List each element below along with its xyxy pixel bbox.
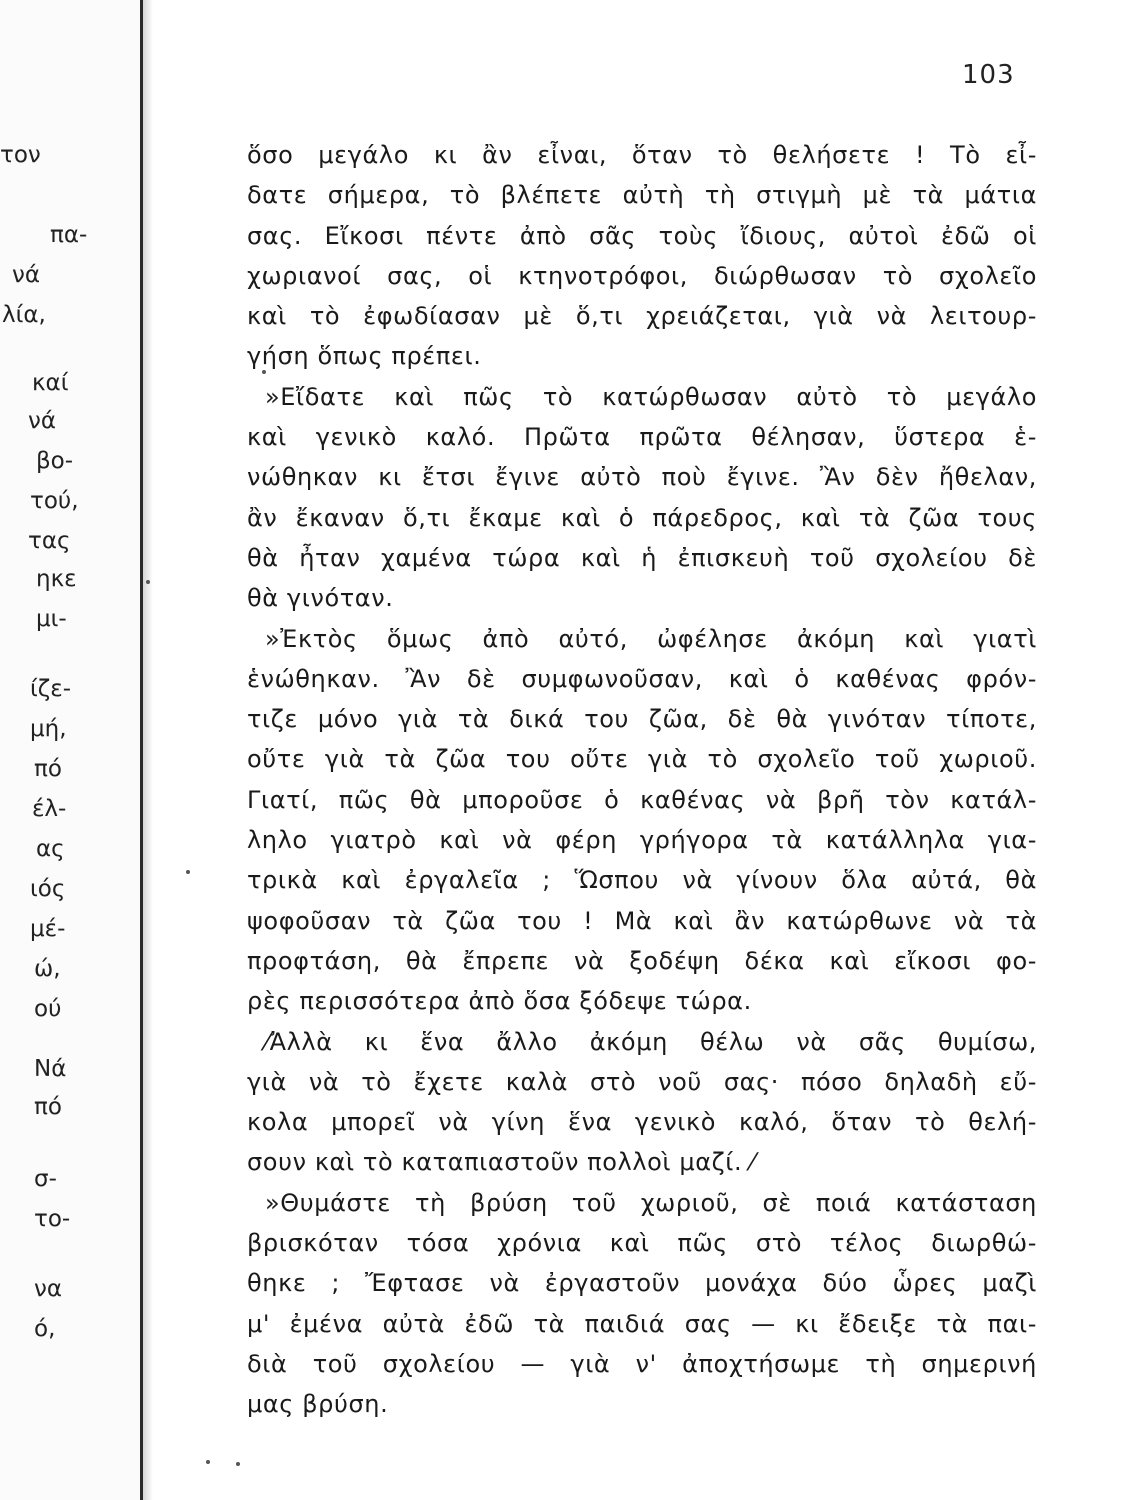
margin-fragment: ό, xyxy=(34,1316,56,1342)
margin-fragment: Νά xyxy=(34,1056,67,1082)
text-line: τιζε μόνο γιὰ τὰ δικά του ζῶα, δὲ θὰ γινόταν τίποτε, xyxy=(247,705,1037,734)
text-line: ὅσο μεγάλο κι ἂν εἶναι, ὅταν τὸ θελήσετε ! Τὸ εἶ- xyxy=(247,141,1037,169)
margin-fragment: ού xyxy=(34,996,62,1022)
paragraph xyxy=(247,619,1037,1022)
text-line: ληλο γιατρὸ καὶ νὰ φέρη γρήγορα τὰ κατάλληλα για- xyxy=(247,826,1037,855)
page-number: 103 xyxy=(962,60,1015,90)
margin-fragment: μέ- xyxy=(30,916,66,942)
margin-fragment: τού, xyxy=(30,488,79,514)
paragraph xyxy=(247,377,1037,619)
margin-fragment: ιός xyxy=(30,876,66,902)
text-line: θὰ γινόταν. xyxy=(247,584,394,613)
scan-speck xyxy=(206,1460,210,1464)
margin-fragment: μι- xyxy=(36,606,67,632)
margin-fragment: νά xyxy=(12,262,41,288)
previous-page-edge xyxy=(0,0,140,1500)
margin-fragment: μή, xyxy=(30,716,67,742)
margin-fragment: βο- xyxy=(36,448,74,474)
text-line: προφτάση, θὰ ἔπρεπε νὰ ξοδέψη δέκα καὶ εἴκοσι φο- xyxy=(247,946,1037,975)
margin-fragment: νά xyxy=(28,408,57,434)
text-line: μ' ἐμένα αὐτὰ ἐδῶ τὰ παιδιά σας — κι ἔδειξε τὰ παι- xyxy=(247,1309,1037,1338)
text-line: τρικὰ καὶ ἐργαλεῖα ; Ὥσπου νὰ γίνουν ὅλα αὐτά, θὰ xyxy=(247,866,1037,895)
scan-speck xyxy=(236,1462,240,1466)
paragraph xyxy=(247,1022,1037,1183)
text-line: καὶ τὸ ἐφωδίασαν μὲ ὅ,τι χρειάζεται, γιὰ νὰ λειτουρ- xyxy=(247,302,1037,331)
text-line: Γιατί, πῶς θὰ μποροῦσε ὁ καθένας νὰ βρῆ τὸν κατάλ- xyxy=(247,785,1037,814)
text-line: γήση ὅπως πρέπει. xyxy=(247,342,482,371)
margin-fragment: τον xyxy=(0,142,41,168)
text-line: »Εἴδατε καὶ πῶς τὸ κατώρθωσαν αὐτὸ τὸ μεγάλο xyxy=(265,382,1037,411)
text-line: ρὲς περισσότερα ἀπὸ ὅσα ξόδεψε τώρα. xyxy=(247,987,752,1016)
text-line: χωριανοί σας, οἱ κτηνοτρόφοι, διώρθωσαν τὸ σχολεῖο xyxy=(247,261,1037,290)
text-line: διὰ τοῦ σχολείου — γιὰ ν' ἀποχτήσωμε τὴ σημερινή xyxy=(247,1349,1037,1378)
margin-fragment: το- xyxy=(34,1206,71,1232)
text-line: ἑνώθηκαν. Ἂν δὲ συμφωνοῦσαν, καὶ ὁ καθένας φρόν- xyxy=(247,664,1037,693)
scan-speck xyxy=(186,870,190,874)
text-line: ἂν ἔκαναν ὅ,τι ἔκαμε καὶ ὁ πάρεδρος, καὶ τὰ ζῶα τους xyxy=(247,503,1037,532)
margin-fragment: σ- xyxy=(34,1166,57,1192)
text-line: δατε σήμερα, τὸ βλέπετε αὐτὴ τὴ στιγμὴ μὲ τὰ μάτια xyxy=(247,181,1037,210)
margin-fragment: πό xyxy=(34,1094,62,1120)
margin-fragment: ώ, xyxy=(34,956,61,982)
text-line: βρισκόταν τόσα χρόνια καὶ πῶς στὸ τέλος διωρθώ- xyxy=(247,1229,1037,1258)
margin-fragment: έλ- xyxy=(32,796,67,822)
text-line: σας. Εἴκοσι πέντε ἀπὸ σᾶς τοὺς ἴδιους, αὐτοὶ ἐδῶ οἱ xyxy=(247,221,1037,250)
scan-speck xyxy=(262,370,266,374)
margin-fragment: να xyxy=(34,1276,63,1302)
text-line: θὰ ἦταν χαμένα τώρα καὶ ἡ ἐπισκευὴ τοῦ σχολείου δὲ xyxy=(247,543,1037,572)
paragraph xyxy=(247,135,1037,377)
margin-fragment: πό xyxy=(34,756,62,782)
text-line: νώθηκαν κι ἔτσι ἔγινε αὐτὸ ποὺ ἔγινε. Ἂν δὲν ἤθελαν, xyxy=(247,463,1037,492)
paragraph xyxy=(247,1183,1037,1425)
text-line: καὶ γενικὸ καλό. Πρῶτα πρῶτα θέλησαν, ὕστερα ἑ- xyxy=(247,423,1037,452)
margin-fragment: τας xyxy=(28,528,71,554)
text-line: κολα μπορεῖ νὰ γίνη ἕνα γενικὸ καλό, ὅταν τὸ θελή- xyxy=(247,1108,1037,1137)
text-line: σουν καὶ τὸ καταπιαστοῦν πολλοὶ μαζί. ⁄ xyxy=(247,1148,756,1177)
text-line: »Ἐκτὸς ὅμως ἀπὸ αὐτό, ὠφέλησε ἀκόμη καὶ γιατὶ xyxy=(265,624,1037,653)
gutter-shadow xyxy=(143,0,153,1500)
text-line: ψοφοῦσαν τὰ ζῶα του ! Μὰ καὶ ἂν κατώρθωνε νὰ τὰ xyxy=(247,906,1037,935)
text-line: ⁄Ἀλλὰ κι ἕνα ἄλλο ἀκόμη θέλω νὰ σᾶς θυμίσω, xyxy=(265,1027,1037,1056)
page-body xyxy=(247,135,1037,1425)
margin-fragment: ας xyxy=(36,836,65,862)
text-line: γιὰ νὰ τὸ ἔχετε καλὰ στὸ νοῦ σας· πόσο δηλαδὴ εὔ- xyxy=(247,1067,1037,1096)
text-line: μας βρύση. xyxy=(247,1390,389,1419)
margin-fragment: ίζε- xyxy=(30,676,72,702)
margin-fragment: ηκε xyxy=(36,566,77,592)
margin-fragment: λία, xyxy=(2,302,46,328)
text-line: θηκε ; Ἔφτασε νὰ ἐργαστοῦν μονάχα δύο ὧρες μαζὶ xyxy=(247,1269,1037,1298)
scan-speck xyxy=(146,580,150,584)
margin-fragment: καί xyxy=(32,370,69,396)
text-line: »Θυμάστε τὴ βρύση τοῦ χωριοῦ, σὲ ποιά κατάσταση xyxy=(265,1188,1037,1217)
text-line: οὔτε γιὰ τὰ ζῶα του οὔτε γιὰ τὸ σχολεῖο τοῦ χωριοῦ. xyxy=(247,745,1037,774)
margin-fragment: πα- xyxy=(50,222,88,248)
